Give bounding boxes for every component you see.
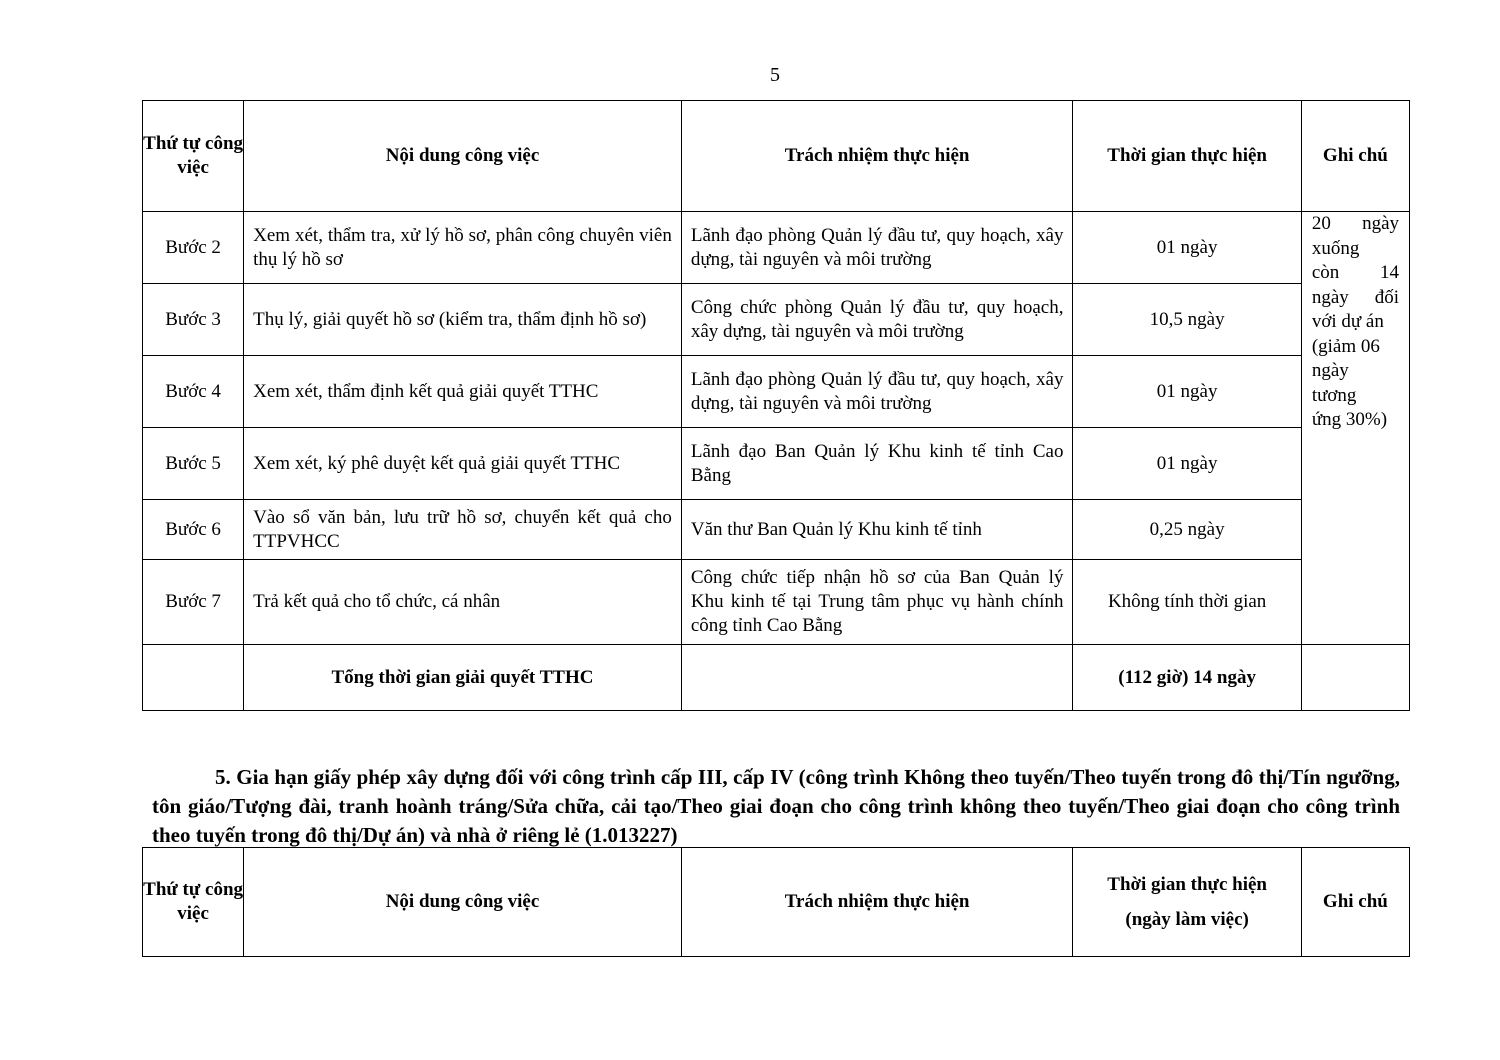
procedure-steps-table <box>142 100 1410 711</box>
content-cell: Vào sổ văn bản, lưu trữ hồ sơ, chuyển kết quả cho TTPVHCC <box>244 500 682 560</box>
table-row <box>143 284 1410 356</box>
responsibility-cell: Văn thư Ban Quản lý Khu kinh tế tỉnh <box>681 500 1073 560</box>
page-number: 5 <box>770 64 780 86</box>
total-time: (112 giờ) 14 ngày <box>1073 645 1301 711</box>
responsibility-cell: Lãnh đạo phòng Quản lý đầu tư, quy hoạch, xây dựng, tài nguyên và môi trường <box>681 212 1073 284</box>
content-cell: Xem xét, thẩm định kết quả giải quyết TTHC <box>244 356 682 428</box>
time-cell: 01 ngày <box>1073 428 1301 500</box>
header-time: Thời gian thực hiện <box>1073 101 1301 212</box>
note-line: ngày đối <box>1311 286 1399 308</box>
content-cell: Xem xét, thẩm tra, xử lý hồ sơ, phân công chuyên viên thụ lý hồ sơ <box>244 212 682 284</box>
content-cell: Thụ lý, giải quyết hồ sơ (kiểm tra, thẩm định hồ sơ) <box>244 284 682 356</box>
total-label: Tổng thời gian giải quyết TTHC <box>244 645 682 711</box>
empty-cell <box>143 645 244 711</box>
step-cell: Bước 2 <box>143 212 244 284</box>
header-responsibility: Trách nhiệm thực hiện <box>681 101 1073 212</box>
note-line: (giảm 06 <box>1311 335 1380 357</box>
header-note: Ghi chú <box>1301 101 1409 212</box>
note-cell <box>1301 212 1409 645</box>
empty-cell <box>681 645 1073 711</box>
time-cell: 0,25 ngày <box>1073 500 1301 560</box>
table-header-row <box>143 848 1410 957</box>
header-note: Ghi chú <box>1301 848 1409 957</box>
note-line: ngày <box>1311 360 1349 381</box>
time-cell: 01 ngày <box>1073 356 1301 428</box>
step-cell: Bước 5 <box>143 428 244 500</box>
time-cell: 10,5 ngày <box>1073 284 1301 356</box>
content-cell: Xem xét, ký phê duyệt kết quả giải quyết TTHC <box>244 428 682 500</box>
note-line: còn 14 <box>1311 262 1399 283</box>
total-row <box>143 645 1410 711</box>
note-line: tương <box>1311 384 1357 406</box>
table-row <box>143 560 1410 645</box>
responsibility-cell: Lãnh đạo phòng Quản lý đầu tư, quy hoạch, xây dựng, tài nguyên và môi trường <box>681 356 1073 428</box>
table-row <box>143 500 1410 560</box>
time-cell: Không tính thời gian <box>1073 560 1301 645</box>
table-row <box>143 356 1410 428</box>
step-cell: Bước 7 <box>143 560 244 645</box>
responsibility-cell: Công chức phòng Quản lý đầu tư, quy hoạch, xây dựng, tài nguyên và môi trường <box>681 284 1073 356</box>
header-task-content: Nội dung công việc <box>244 848 682 957</box>
section5-table <box>142 847 1410 957</box>
table-row <box>143 428 1410 500</box>
header-task-content: Nội dung công việc <box>244 101 682 212</box>
content-cell: Trả kết quả cho tổ chức, cá nhân <box>244 560 682 645</box>
header-step-order: Thứ tự công việc <box>143 101 244 212</box>
note-line: 20 ngày <box>1311 213 1399 234</box>
time-cell: 01 ngày <box>1073 212 1301 284</box>
step-cell: Bước 6 <box>143 500 244 560</box>
table-row <box>143 212 1410 284</box>
header-responsibility: Trách nhiệm thực hiện <box>681 848 1073 957</box>
header-time: Thời gian thực hiện (ngày làm việc) <box>1073 848 1301 957</box>
note-line: với dự án <box>1311 311 1384 332</box>
section-heading: 5. Gia hạn giấy phép xây dựng đối với công trình cấp III, cấp IV (công trình Không theo tuyến/Theo tuyến trong đô thị/Tín ngưỡng, tôn giáo/Tượng đài, tranh hoành tráng/Sửa chữa, cải tạo/Theo giai đoạn cho công trình không theo tuyến/Theo giai đoạn cho công trình theo tuyến trong đô thị/Dự án) và nhà ở riêng lẻ (1.013227) <box>152 765 1400 847</box>
header-step-order: Thứ tự công việc <box>143 848 244 957</box>
note-line: ứng 30%) <box>1311 409 1388 430</box>
responsibility-cell: Lãnh đạo Ban Quản lý Khu kinh tế tỉnh Cao Bằng <box>681 428 1073 500</box>
step-cell: Bước 3 <box>143 284 244 356</box>
step-cell: Bước 4 <box>143 356 244 428</box>
table-header-row <box>143 101 1410 212</box>
responsibility-cell: Công chức tiếp nhận hồ sơ của Ban Quản lý Khu kinh tế tại Trung tâm phục vụ hành chính công tỉnh Cao Bằng <box>681 560 1073 645</box>
note-line: xuống <box>1311 237 1360 259</box>
empty-cell <box>1301 645 1409 711</box>
